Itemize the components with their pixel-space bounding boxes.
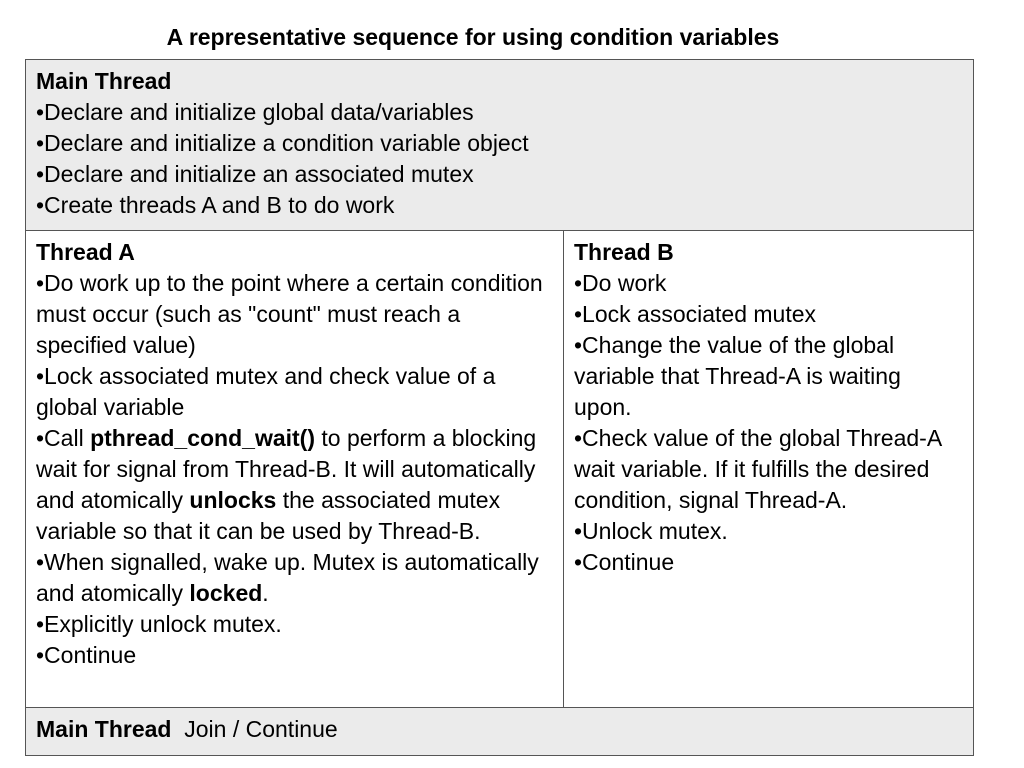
thread-b-item: •Change the value of the global variable that Thread-A is waiting upon.: [574, 332, 901, 420]
join-row-cell: [26, 708, 974, 756]
thread-a-item: [36, 423, 553, 547]
locked-keyword: locked: [189, 580, 263, 606]
main-thread-item: •Declare and initialize a condition variable object: [36, 130, 529, 156]
main-thread-cell: [26, 60, 974, 231]
thread-b-item: •Lock associated mutex: [574, 301, 817, 327]
main-thread-item: •Declare and initialize an associated mutex: [36, 161, 474, 187]
thread-a-item: [36, 547, 553, 609]
thread-a-cell: [26, 231, 564, 708]
thread-a-item: •Do work up to the point where a certain condition must occur (such as "count" must reach a specified value): [36, 270, 543, 358]
main-thread-item: •Declare and initialize global data/variables: [36, 99, 474, 125]
main-thread-item: •Create threads A and B to do work: [36, 192, 395, 218]
thread-b-item: •Continue: [574, 549, 675, 575]
thread-a-item: •Lock associated mutex and check value of a global variable: [36, 363, 496, 420]
thread-b-item: •Do work: [574, 270, 667, 296]
page-title: A representative sequence for using condition variables: [166, 24, 780, 50]
unlocks-keyword: unlocks: [189, 487, 277, 513]
pthread-cond-wait-keyword: pthread_cond_wait(): [90, 425, 315, 451]
thread-a-item-text: the associated mutex variable so that it can be used by Thread-B.: [36, 487, 501, 544]
thread-b-heading: Thread B: [574, 239, 674, 265]
thread-a-item-text: to perform a blocking wait for signal from Thread-B. It will automatically and atomically: [36, 425, 537, 513]
thread-a-item-text: •Call: [36, 425, 91, 451]
thread-a-heading: Thread A: [36, 239, 135, 265]
main-thread-heading: Main Thread: [36, 68, 172, 94]
thread-a-item: •Continue: [36, 642, 137, 668]
thread-a-item: •Explicitly unlock mutex.: [36, 611, 282, 637]
thread-b-cell: [564, 231, 974, 708]
join-row-heading: Main Thread: [36, 716, 172, 742]
thread-b-item: •Check value of the global Thread-A wait variable. If it fulfills the desired condition, signal Thread-A.: [574, 425, 941, 513]
sequence-table: [25, 59, 974, 756]
join-row-text: Join / Continue: [184, 716, 338, 742]
thread-b-item: •Unlock mutex.: [574, 518, 728, 544]
thread-a-item-text: •When signalled, wake up. Mutex is automatically and atomically: [36, 549, 539, 606]
thread-a-item-text: .: [262, 580, 269, 606]
